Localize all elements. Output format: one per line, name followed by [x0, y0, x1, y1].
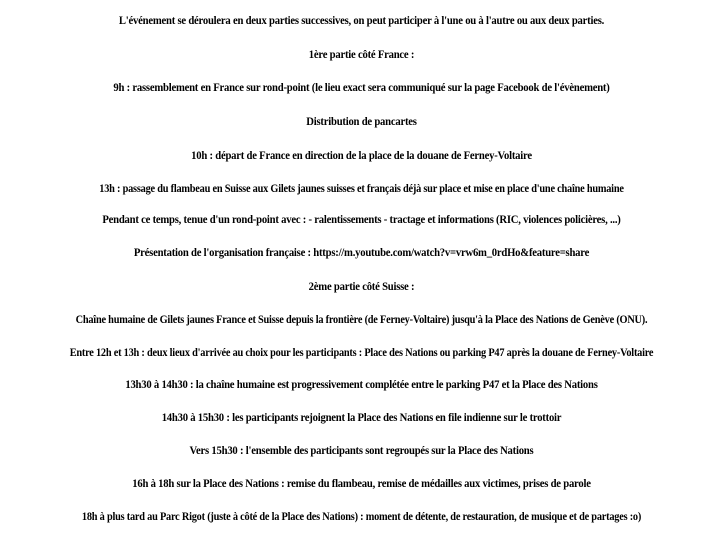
schedule-line-12h-13h: Entre 12h et 13h : deux lieux d'arrivée au choix pour les participants : Place des Nations ou parking P47 après la douane de Ferney-Voltaire: [69, 346, 654, 359]
schedule-line-16h: 16h à 18h sur la Place des Nations : remise du flambeau, remise de médailles aux victimes, prises de parole: [132, 477, 591, 490]
schedule-line-rond-point: Pendant ce temps, tenue d'un rond-point avec : - ralentissements - tractage et informations (RIC, violences policières, ...): [102, 213, 621, 226]
intro-text: L'événement se déroulera en deux parties successives, on peut participer à l'une ou à l'autre ou aux deux parties.: [118, 14, 605, 27]
schedule-line-15h30: Vers 15h30 : l'ensemble des participants sont regroupés sur la Place des Nations: [189, 444, 534, 457]
part-two-heading: 2ème partie côté Suisse :: [308, 280, 415, 293]
part-one-heading: 1ère partie côté France :: [308, 48, 415, 61]
schedule-line-13h30: 13h30 à 14h30 : la chaîne humaine est progressivement complétée entre le parking P47 et la Place des Nations: [125, 378, 598, 391]
schedule-line-18h: 18h à plus tard au Parc Rigot (juste à côté de la Place des Nations) : moment de détente, de restauration, de musique et de partages :o): [81, 510, 642, 523]
schedule-line-13h: 13h : passage du flambeau en Suisse aux Gilets jaunes suisses et français déjà sur place et mise en place d'une chaîne humaine: [99, 182, 624, 195]
schedule-line-chaine: Chaîne humaine de Gilets jaunes France et Suisse depuis la frontière (de Ferney-Voltaire) jusqu'à la Place des Nations de Genève (ONU).: [75, 313, 648, 326]
schedule-line-14h30: 14h30 à 15h30 : les participants rejoignent la Place des Nations en file indienne sur le trottoir: [161, 411, 562, 424]
schedule-line-pancartes: Distribution de pancartes: [306, 115, 417, 128]
schedule-line-10h: 10h : départ de France en direction de la place de la douane de Ferney-Voltaire: [191, 149, 532, 162]
schedule-line-9h: 9h : rassemblement en France sur rond-point (le lieu exact sera communiqué sur la page Facebook de l'évènement): [113, 81, 610, 94]
presentation-link-line: Présentation de l'organisation française : https://m.youtube.com/watch?v=vrw6m_0rdHo&feature=share: [133, 246, 590, 259]
